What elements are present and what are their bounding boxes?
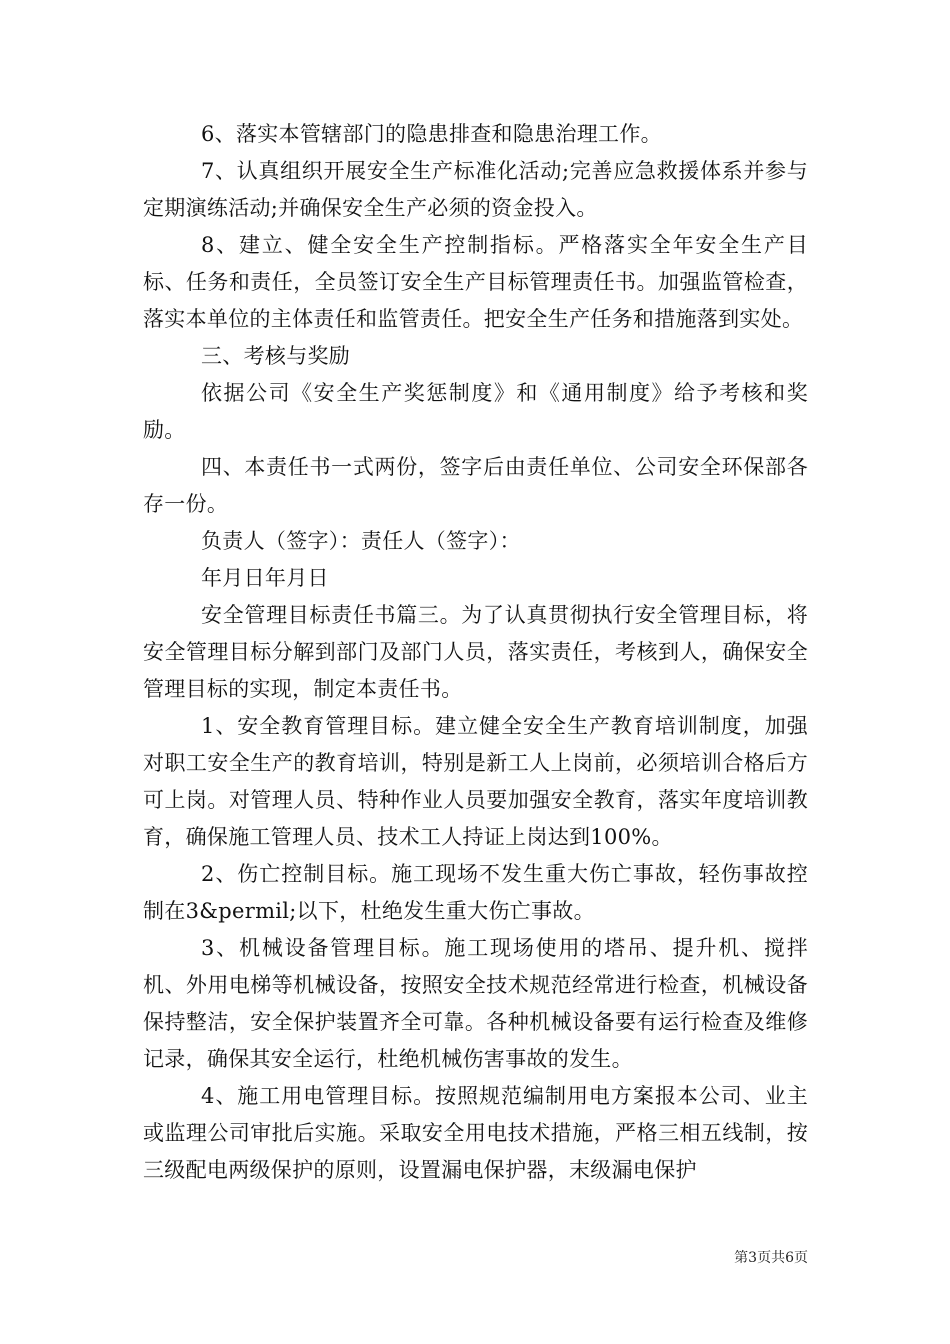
paragraph: 2、伤亡控制目标。施工现场不发生重大伤亡事故，轻伤事故控制在3&permil;以下，杜绝发生重大伤亡事故。 [143, 862, 808, 923]
paragraph: 四、本责任书一式两份，签字后由责任单位、公司安全环保部各存一份。 [143, 455, 808, 516]
page-number-footer: 第3页共6页 [734, 1250, 808, 1266]
paragraph: 7、认真组织开展安全生产标准化活动;完善应急救援体系并参与定期演练活动;并确保安全生产必须的资金投入。 [143, 159, 808, 220]
paragraph: 安全管理目标责任书篇三。为了认真贯彻执行安全管理目标，将安全管理目标分解到部门及部门人员，落实责任，考核到人，确保安全管理目标的实现，制定本责任书。 [143, 603, 808, 701]
paragraph: 8、建立、健全安全生产控制指标。严格落实全年安全生产目标、任务和责任，全员签订安全生产目标管理责任书。加强监管检查，落实本单位的主体责任和监管责任。把安全生产任务和措施落到实处。 [143, 233, 808, 331]
paragraph: 6、落实本管辖部门的隐患排查和隐患治理工作。 [201, 122, 662, 146]
section-heading: 三、考核与奖励 [201, 344, 351, 368]
signature-line: 负责人（签字）：责任人（签字）： [201, 529, 521, 553]
paragraph: 依据公司《安全生产奖惩制度》和《通用制度》给予考核和奖励。 [143, 381, 808, 442]
paragraph: 3、机械设备管理目标。施工现场使用的塔吊、提升机、搅拌机、外用电梯等机械设备，按照安全技术规范经常进行检查，机械设备保持整洁，安全保护装置齐全可靠。各种机械设备要有运行检查及维修记录，确保其安全运行，杜绝机械伤害事故的发生。 [143, 936, 808, 1071]
paragraph: 1、安全教育管理目标。建立健全安全生产教育培训制度，加强对职工安全生产的教育培训，特别是新工人上岗前，必须培训合格后方可上岗。对管理人员、特种作业人员要加强安全教育，落实年度培训教育，确保施工管理人员、技术工人持证上岗达到100%。 [143, 714, 808, 849]
paragraph: 4、施工用电管理目标。按照规范编制用电方案报本公司、业主或监理公司审批后实施。采取安全用电技术措施，严格三相五线制，按三级配电两级保护的原则，设置漏电保护器，末级漏电保护 [143, 1084, 808, 1182]
date-line: 年月日年月日 [201, 566, 329, 590]
document-body [143, 116, 808, 1189]
